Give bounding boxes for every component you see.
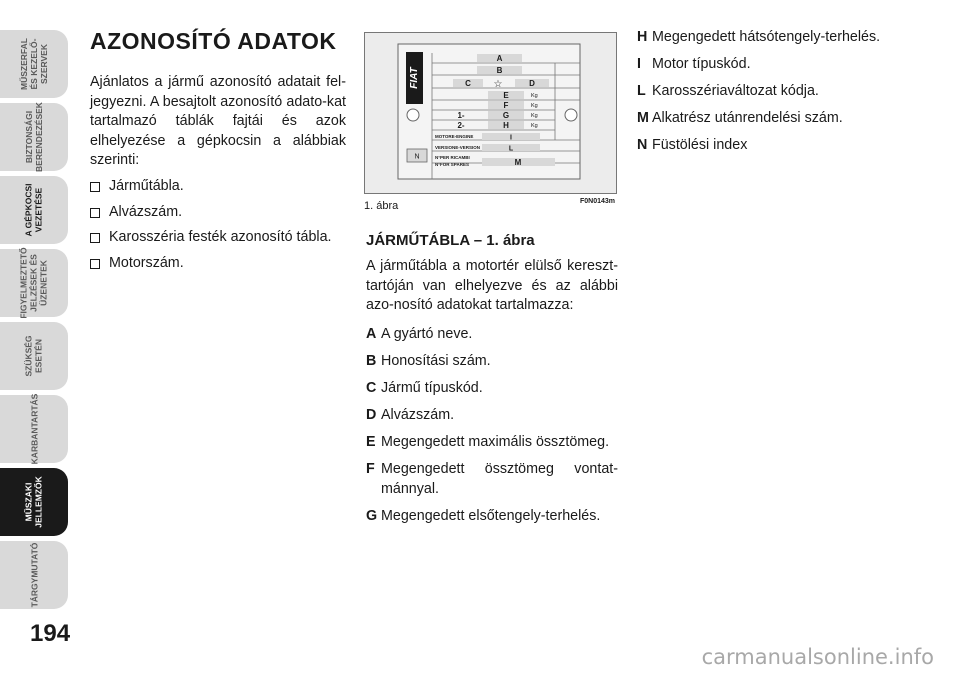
item-text: Megengedett elsőtengely-terhelés.	[381, 507, 601, 524]
intro-paragraph: Ajánlatos a jármű azonosító adatait fel-jegyezni. A besajtolt azonosító adato-kat tartalmazó táblák fajtái és azok elhelyezése a gépkocsin a alábbiak szerinti:	[90, 74, 346, 169]
item-text: Megengedett maximális össztömeg.	[381, 434, 610, 451]
list-item	[637, 109, 897, 129]
page-title: AZONOSÍTÓ ADATOK	[90, 28, 337, 54]
plate-box-h: H	[503, 121, 509, 130]
tab-szukseg-eseten[interactable]	[0, 322, 68, 390]
kg-unit: Kg	[531, 123, 538, 129]
section-heading: JÁRMŰTÁBLA – 1. ábra	[366, 232, 535, 249]
kg-unit: Kg	[531, 103, 538, 109]
fiat-logo-text: FIAT	[409, 67, 420, 89]
list-item-text: Alvázszám.	[109, 203, 183, 220]
plate-description-column	[366, 232, 618, 534]
item-letter: A	[366, 325, 377, 342]
list-item	[90, 254, 346, 274]
tab-label: A GÉPKOCSI VEZETÉSE	[24, 183, 44, 237]
list-item-text: Karosszéria festék azonosító tábla.	[109, 229, 332, 246]
item-text: A gyártó neve.	[381, 325, 473, 342]
list-item	[90, 203, 346, 223]
vehicle-plate-figure	[364, 32, 617, 214]
intro-column	[90, 28, 346, 279]
mounting-hole	[407, 109, 419, 121]
page-number: 194	[30, 620, 71, 647]
list-item-text: Motorszám.	[109, 254, 184, 271]
item-letter: L	[637, 83, 646, 100]
section-intro: A járműtábla a motortér elülső kereszt-tartóján van elhelyezve és az alábbi azo-nosító adatokat tartalmazza:	[366, 258, 618, 314]
list-item	[90, 228, 346, 248]
item-letter: I	[637, 56, 641, 73]
plate-box-d: D	[529, 79, 535, 88]
tab-karbantartas[interactable]	[0, 395, 68, 463]
plate-box-b: B	[496, 66, 503, 75]
list-item	[90, 177, 346, 197]
kg-unit: Kg	[531, 93, 538, 99]
checkbox-bullet-icon	[90, 208, 100, 218]
item-text: Jármű típuskód.	[381, 379, 483, 396]
checkbox-bullet-icon	[90, 233, 100, 243]
list-item	[366, 433, 618, 453]
plate-box-m: M	[514, 158, 522, 167]
plate-box-n: N	[414, 153, 420, 161]
tab-biztonsagi[interactable]	[0, 103, 68, 171]
plate-box-c: C	[465, 79, 471, 88]
tab-label: MŰSZERFAL ÉS KEZELŐ- SZERVEK	[18, 38, 49, 90]
list-item	[366, 379, 618, 399]
tab-label: TÁRGYMUTATÓ	[29, 542, 39, 608]
item-letter: N	[637, 137, 648, 154]
checkbox-bullet-icon	[90, 182, 100, 192]
item-letter: C	[366, 379, 377, 396]
item-letter: E	[366, 434, 376, 451]
plate-type-list	[90, 177, 346, 273]
list-item	[637, 136, 897, 156]
tab-muszerfal[interactable]	[0, 30, 68, 98]
tab-label: FIGYELMEZTETŐ JELZÉSEK ÉS ÜZENETEK	[19, 247, 49, 319]
tab-label: SZÜKSÉG ESETÉN	[24, 335, 44, 377]
kg-unit: Kg	[531, 113, 538, 119]
list-item	[366, 352, 618, 372]
figure-code: F0N0143m	[579, 198, 615, 205]
tab-label: BIZTONSÁGI BERENDEZÉSEK	[24, 102, 44, 172]
item-text: Megengedett össztömeg vontat-mánnyal.	[381, 461, 618, 497]
list-item	[366, 325, 618, 345]
list-item	[366, 460, 618, 499]
item-text: Füstölési index	[652, 137, 748, 154]
figure-caption: 1. ábra	[364, 200, 399, 212]
item-letter: G	[366, 507, 378, 524]
plate-description-column-continued	[637, 28, 897, 163]
tab-gepkocsi-vezetese[interactable]	[0, 176, 68, 244]
row-prefix-1: 1-	[457, 111, 465, 120]
list-item	[366, 406, 618, 426]
tab-targymutato[interactable]	[0, 541, 68, 609]
plate-box-i: I	[510, 134, 512, 142]
item-letter: B	[366, 352, 377, 369]
tab-label: MŰSZAKI JELLEMZŐK	[23, 476, 44, 528]
motor-engine-label: MOTORE-ENGINE	[435, 134, 474, 139]
row-prefix-2: 2-	[457, 121, 465, 130]
item-text: Honosítási szám.	[381, 352, 491, 369]
list-item	[637, 55, 897, 75]
item-letter: F	[366, 461, 375, 478]
list-item	[637, 82, 897, 102]
spares-label: N°FOR SPARES	[435, 162, 469, 167]
star-icon: ☆	[493, 79, 503, 90]
list-item-text: Járműtábla.	[109, 177, 184, 194]
plate-box-a: A	[496, 54, 503, 63]
item-text: Alvázszám.	[381, 407, 455, 424]
item-letter: M	[637, 110, 649, 127]
item-text: Alkatrész utánrendelési szám.	[652, 110, 843, 127]
item-text: Megengedett hátsótengely-terhelés.	[652, 29, 881, 45]
vehicle-plate-illustration	[365, 33, 616, 193]
item-text: Karosszériaváltozat kódja.	[652, 83, 819, 100]
version-label: VERSIONE-VERSION	[435, 145, 481, 150]
item-letter: H	[637, 29, 648, 45]
tab-figyelmezteto[interactable]	[0, 249, 68, 317]
list-item	[637, 28, 897, 48]
item-letter: D	[366, 407, 377, 424]
tab-label: KARBANTARTÁS	[29, 393, 40, 465]
list-item	[366, 507, 618, 527]
plate-box-g: G	[502, 111, 510, 120]
plate-box-e: E	[503, 91, 509, 100]
plate-box-f: F	[503, 101, 509, 110]
plate-box-l: L	[508, 145, 514, 153]
figure-frame	[364, 32, 617, 194]
tab-muszaki-jellemzok[interactable]	[0, 468, 68, 536]
item-text: Motor típuskód.	[652, 56, 751, 73]
spares-label: N°PER RICAMBI	[435, 155, 470, 160]
watermark: carmanualsonline.info	[701, 645, 934, 669]
mounting-hole	[565, 109, 577, 121]
checkbox-bullet-icon	[90, 259, 100, 269]
